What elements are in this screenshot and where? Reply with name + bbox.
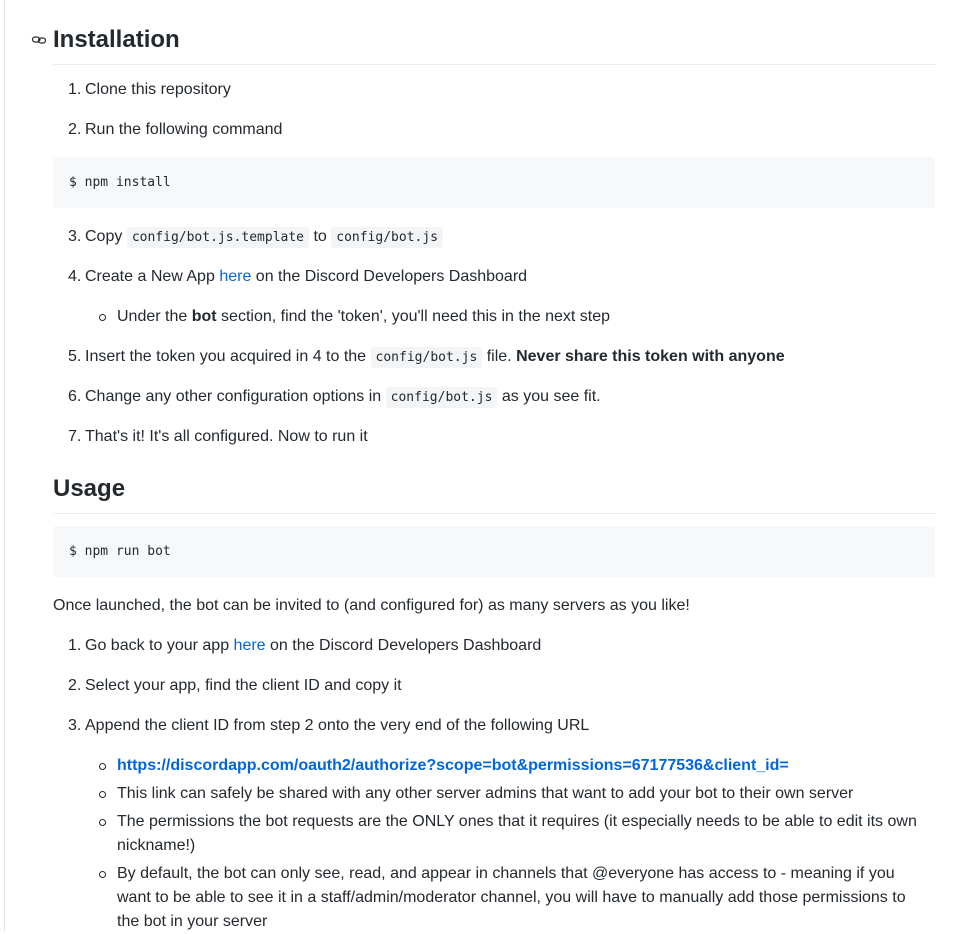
list-item: 1. Go back to your app here on the Discord Developers Dashboard: [68, 637, 542, 654]
circle-bullet-icon: [99, 819, 106, 826]
circle-bullet-icon: [99, 763, 106, 770]
list-item: 3. Copy config/bot.js.template to config/bot.js: [53, 225, 935, 250]
sub-list-item: This link can safely be shared with any other server admins that want to add your bot to their own server: [53, 782, 935, 806]
dashboard-link[interactable]: here: [219, 268, 252, 285]
list-item: 6. Change any other configuration options in config/bot.js as you see fit.: [53, 385, 935, 410]
circle-bullet-icon: [99, 791, 106, 798]
sub-list-item: Under the bot section, find the 'token', you'll need this in the next step: [53, 305, 935, 329]
inline-code: config/bot.js: [386, 387, 498, 408]
inline-code: config/bot.js.template: [127, 227, 309, 248]
sub-list-item: [53, 754, 935, 778]
sub-list-item: The permissions the bot requests are the ONLY ones that it requires (it especially needs to be able to edit its own nickname!): [53, 810, 935, 858]
list-item: 4. Create a New App here on the Discord Developers Dashboard: [68, 268, 528, 285]
list-item: 5. Insert the token you acquired in 4 to the config/bot.js file. Never share this token with anyone: [53, 345, 935, 370]
usage-heading: Usage: [53, 474, 935, 514]
code-block-npm-run-bot[interactable]: $ npm run bot: [53, 526, 935, 577]
installation-heading: Installation: [53, 25, 935, 65]
app-link[interactable]: here: [233, 637, 266, 654]
code-block-npm-install[interactable]: $ npm install: [53, 157, 935, 208]
list-item: 3. Append the client ID from step 2 onto the very end of the following URL: [68, 717, 590, 734]
circle-bullet-icon: [99, 314, 106, 321]
list-item: 1. Clone this repository: [68, 81, 231, 98]
list-item: 2. Run the following command: [68, 121, 283, 138]
list-item: 7. That's it! It's all configured. Now to run it: [68, 428, 368, 445]
inline-code: config/bot.js: [331, 227, 443, 248]
circle-bullet-icon: [99, 871, 106, 878]
usage-intro: Once launched, the bot can be invited to (and configured for) as many servers as you like!: [53, 597, 690, 614]
inline-code: config/bot.js: [371, 347, 483, 368]
list-item: 2. Select your app, find the client ID and copy it: [68, 677, 402, 694]
oauth-url-link[interactable]: https://discordapp.com/oauth2/authorize?scope=bot&permissions=67177536&client_id=: [117, 757, 789, 774]
sub-list-item: By default, the bot can only see, read, and appear in channels that @everyone has access to - meaning if you want to be able to see it in a staff/admin/moderator channel, you will have to manually add those permissions to the bot in your server: [53, 862, 935, 934]
link-anchor-icon[interactable]: [31, 32, 47, 48]
